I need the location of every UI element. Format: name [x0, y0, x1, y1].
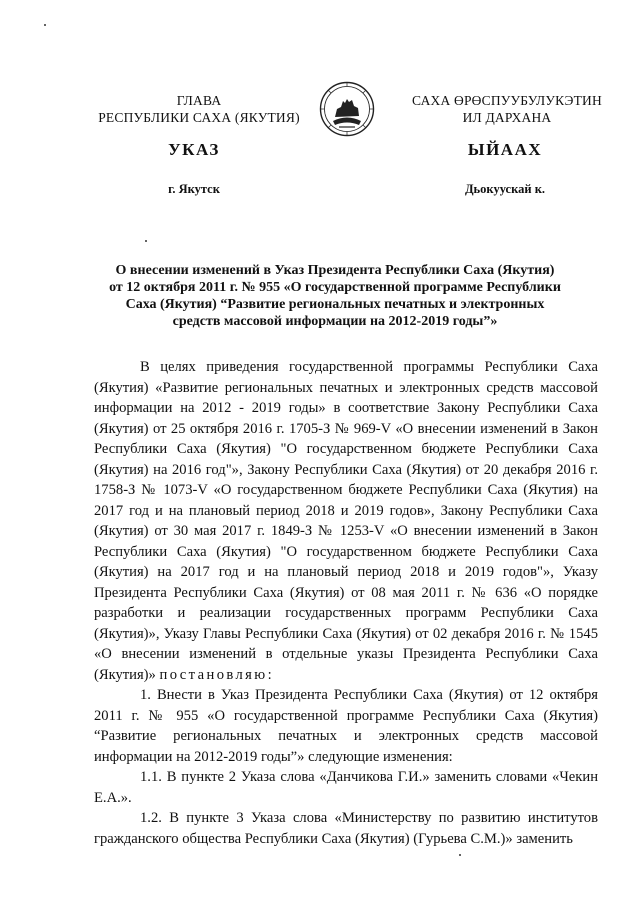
- clause-1-1: 1.1. В пункте 2 Указа слова «Данчикова Г.И.» заменить словами «Чекин Е.А.».: [94, 769, 598, 806]
- issuer-ru-line2: РЕСПУБЛИКИ САХА (ЯКУТИЯ): [98, 110, 300, 125]
- document-body: [94, 357, 598, 849]
- issuer-sakha-line1: САХА ӨРӨСПУУБУЛУКЭТИН: [412, 93, 602, 108]
- document-title-line1: О внесении изменений в Указ Президента Республики Саха (Якутия): [115, 263, 555, 278]
- document-title: [94, 262, 576, 330]
- scan-dot: [459, 854, 461, 856]
- document-title-line2: от 12 октября 2011 г. № 955 «О государственной программе Республики: [109, 280, 561, 295]
- preamble-text: В целях приведения государственной программы Республики Саха (Якутия) «Развитие региональных печатных и электронных средств массовой информации на 2012 - 2019 годы» в соответствие Закону Республики Саха (Якутия) от 25 октября 2016 г. 1705-З № 969-V «О внесении изменений в Закон Республики Саха (Якутия) "О государственном бюджете Республики Саха (Якутия) на 2016 год"», Закону Республики Саха (Якутия) от 20 декабря 2016 г. 1758-З № 1073-V «О государственном бюджете Республики Саха (Якутия) на 2017 год и на плановый период 2018 и 2019 годов», Закону Республики Саха (Якутия) от 30 мая 2017 г. 1849-З № 1253-V «О внесении изменений в Закон Республики Саха (Якутия) "О государственном бюджете Республики Саха (Якутия) на 2017 год и на плановый период 2018 и 2019 годов"», Указу Президента Республики Саха (Якутия) от 08 мая 2011 г. № 636 «О порядке разработки и реализации государственных программ Республики Саха (Якутия)», Указу Главы Республики Саха (Якутия) от 02 декабря 2016 г. № 1545 «О внесении изменений в отдельные указы Президента Республики Саха (Якутия)»: [94, 359, 598, 683]
- city-ru: г. Якутск: [168, 182, 220, 196]
- decree-title-ru: УКАЗ: [168, 140, 220, 159]
- preamble-paragraph: [94, 357, 598, 685]
- clause-1: 1. Внести в Указ Президента Республики Саха (Якутия) от 12 октября 2011 г. № 955 «О государственной программе Республики Саха (Якутия) “Развитие региональных печатных и электронных средств массовой информации на 2012-2019 годы”» следующие изменения:: [94, 687, 598, 765]
- issuer-ru-line1: ГЛАВА: [176, 93, 222, 108]
- issuer-sakha-line2: ИЛ ДАРХАНА: [462, 110, 552, 125]
- issuer-sakha: [392, 92, 622, 126]
- scan-dot: [44, 24, 46, 26]
- scan-dot: [145, 240, 147, 242]
- document-title-line3: Саха (Якутия) “Развитие региональных печатных и электронных: [125, 297, 545, 312]
- clause-1-2: 1.2. В пункте 3 Указа слова «Министерству по развитию институтов гражданского общества Республики Саха (Якутия) (Гурьева С.М.)» заменить: [94, 810, 598, 847]
- decree-keyword: постановляю:: [159, 666, 275, 683]
- document-title-line4: средств массовой информации на 2012-2019 годы”»: [172, 314, 498, 329]
- coat-of-arms-emblem-icon: [319, 81, 375, 137]
- city-sakha: Дьокуускай к.: [464, 182, 546, 196]
- issuer-ru: [84, 92, 314, 126]
- decree-title-sakha: ЫЙААХ: [467, 140, 543, 159]
